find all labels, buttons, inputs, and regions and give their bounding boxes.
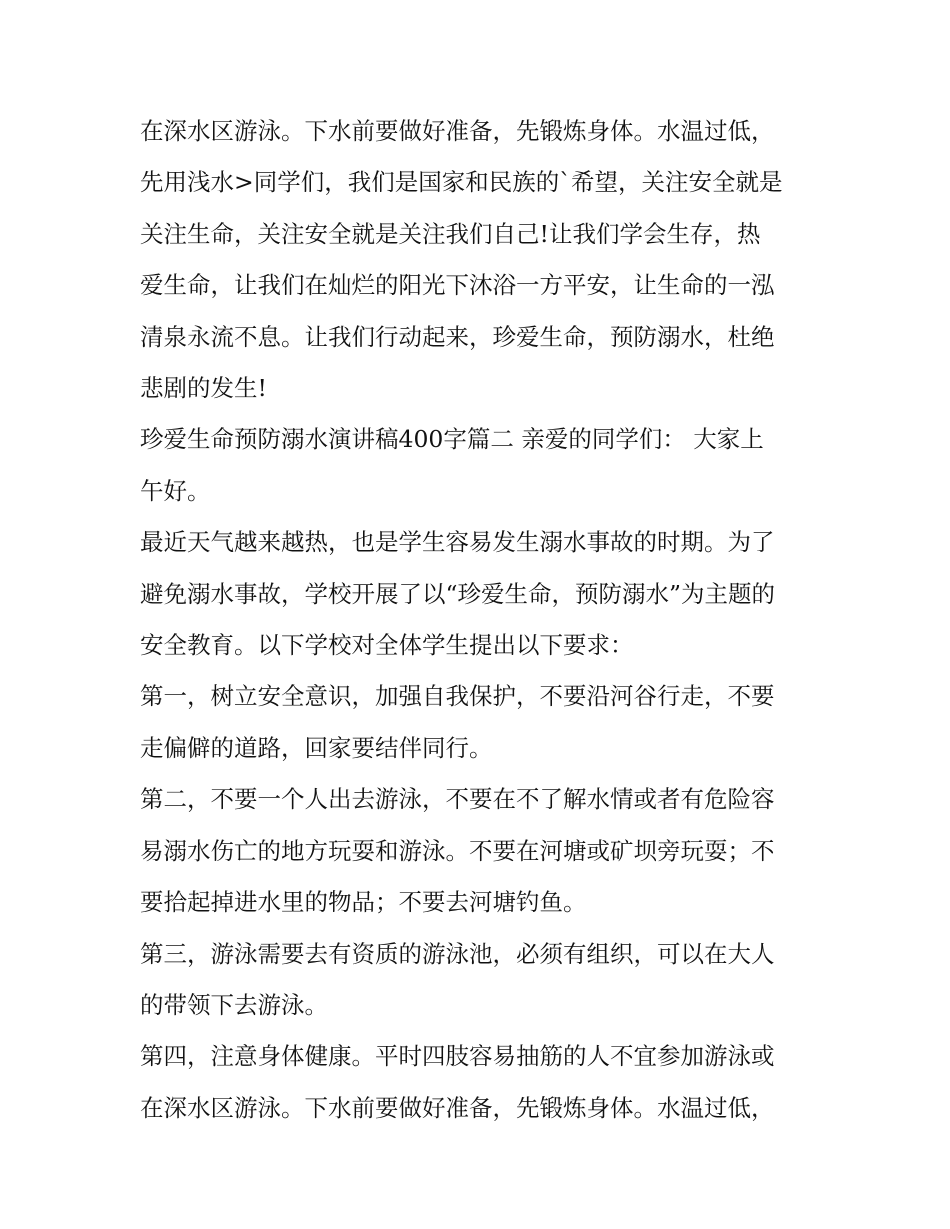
text-line-1: 在深水区游泳。下水前要做好准备，先锻炼身体。水温过低， xyxy=(140,117,775,145)
document-body xyxy=(140,106,812,1134)
text-line-15: 易溺水伤亡的地方玩耍和游泳。不要在河塘或矿坝旁玩耍；不 xyxy=(140,836,775,865)
text-line-10: 避免溺水事故，学校开展了以“珍爱生命，预防溺水”为主题的 xyxy=(140,579,776,608)
text-line-17: 第三，游泳需要去有资质的游泳池，必须有组织，可以在大人 xyxy=(140,939,775,968)
text-line-3: 关注生命，关注安全就是关注我们自己!让我们学会生存，热 xyxy=(140,219,761,248)
text-line-9: 最近天气越来越热，也是学生容易发生溺水事故的时期。为了 xyxy=(140,528,775,557)
text-line-11: 安全教育。以下学校对全体学生提出以下要求： xyxy=(140,631,634,660)
text-line-5: 清泉永流不息。让我们行动起来，珍爱生命，预防溺水，杜绝 xyxy=(140,322,775,351)
text-line-4: 爱生命，让我们在灿烂的阳光下沐浴一方平安，让生命的一泓 xyxy=(140,271,775,300)
text-line-14: 第二，不要一个人出去游泳，不要在不了解水情或者有危险容 xyxy=(140,785,775,814)
text-line-20: 在深水区游泳。下水前要做好准备，先锻炼身体。水温过低， xyxy=(140,1093,775,1122)
text-line-16: 要拾起掉进水里的物品；不要去河塘钓鱼。 xyxy=(140,888,587,917)
text-line-7: 珍爱生命预防溺水演讲稿400字篇二 亲爱的同学们： 大家上 xyxy=(140,425,764,454)
text-line-6: 悲剧的发生! xyxy=(140,374,267,403)
text-line-12: 第一，树立安全意识，加强自我保护，不要沿河谷行走，不要 xyxy=(140,682,775,711)
text-line-18: 的带领下去游泳。 xyxy=(140,990,328,1019)
text-line-2: 先用浅水>同学们，我们是国家和民族的`希望，关注安全就是 xyxy=(140,168,783,197)
text-line-13: 走偏僻的道路，回家要结伴同行。 xyxy=(140,733,493,762)
text-line-8: 午好。 xyxy=(140,476,211,505)
text-line-19: 第四，注意身体健康。平时四肢容易抽筋的人不宜参加游泳或 xyxy=(140,1042,775,1071)
